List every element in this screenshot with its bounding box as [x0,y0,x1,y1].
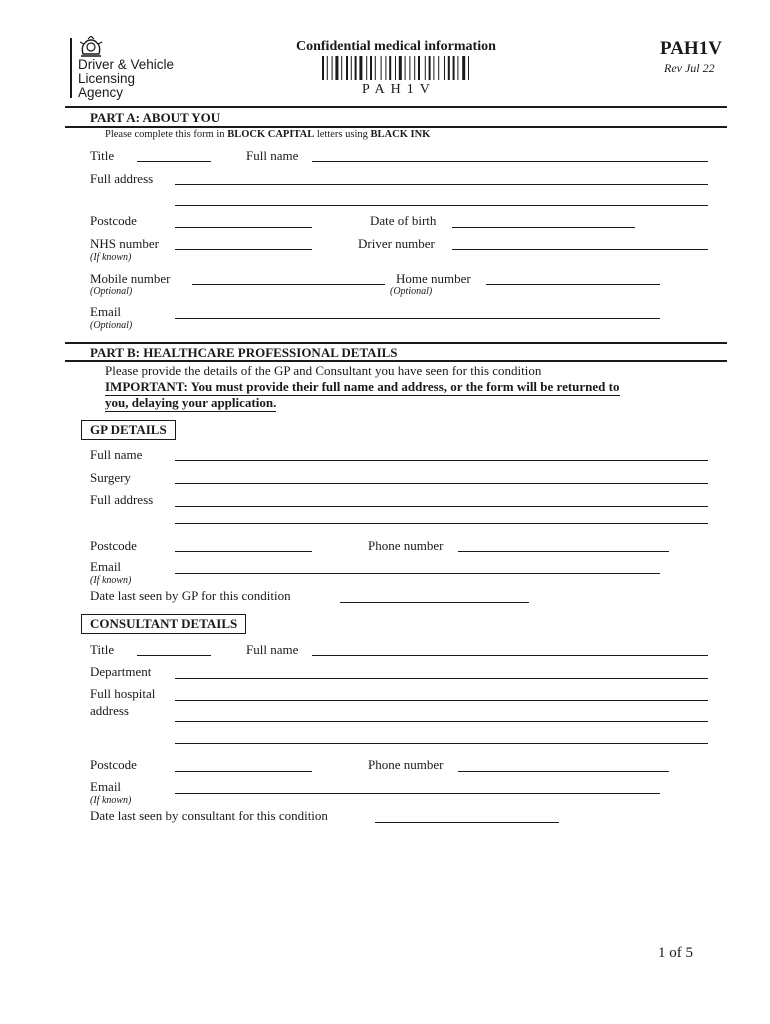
nhs-number-label: NHS number [90,236,159,251]
department-label: Department [90,664,152,679]
full-name-field[interactable] [312,161,708,162]
part-b-rule [65,360,727,362]
logo-divider [70,38,72,98]
confidential-heading: Confidential medical information [296,39,496,54]
gp-postcode-label: Postcode [90,538,137,553]
address-label: address [90,703,129,718]
driver-number-field[interactable] [452,249,708,250]
hospital-address-field-3[interactable] [175,743,708,744]
gp-last-seen-label: Date last seen by GP for this condition [90,588,291,603]
barcode-text: PAH1V [362,82,436,97]
gp-email-field[interactable] [175,573,660,574]
gp-full-name-field[interactable] [175,460,708,461]
full-name-label: Full name [246,148,299,163]
driver-number-label: Driver number [358,236,435,251]
surgery-label: Surgery [90,470,131,485]
gp-full-address-label: Full address [90,492,154,507]
consultant-email-note: (If known) [90,795,132,806]
part-a-rule [65,126,727,128]
gp-address-field-2[interactable] [175,523,708,524]
consultant-details-heading: CONSULTANT DETAILS [81,614,246,634]
revision-date: Rev Jul 22 [664,61,715,75]
agency-name: Driver & Vehicle Licensing Agency [78,57,175,100]
postcode-label: Postcode [90,213,137,228]
important-notice-1: IMPORTANT: You must provide their full name and address, or the form will be returned to [105,379,620,394]
gp-address-field-1[interactable] [175,506,708,507]
surgery-field[interactable] [175,483,708,484]
home-number-label: Home number [396,271,471,286]
consultant-postcode-label: Postcode [90,757,137,772]
part-a-instruction: Please complete this form in BLOCK CAPITAL letters using BLACK INK [105,129,431,140]
consultant-title-label: Title [90,642,115,657]
full-address-field-2[interactable] [175,205,708,206]
nhs-note: (If known) [90,252,132,263]
postcode-field[interactable] [175,227,312,228]
mobile-note: (Optional) [90,286,133,297]
gp-phone-field[interactable] [458,551,669,552]
title-label: Title [90,148,115,163]
hospital-address-field-2[interactable] [175,721,708,722]
email-field[interactable] [175,318,660,319]
part-b-intro: Please provide the details of the GP and Consultant you have seen for this condition [105,363,542,378]
consultant-full-name-label: Full name [246,642,299,657]
full-hospital-label: Full hospital [90,686,156,701]
mobile-field[interactable] [192,284,385,285]
full-address-field-1[interactable] [175,184,708,185]
email-note: (Optional) [90,320,133,331]
gp-email-label: Email [90,559,122,574]
dob-label: Date of birth [370,213,437,228]
dob-field[interactable] [452,227,635,228]
consultant-email-field[interactable] [175,793,660,794]
nhs-number-field[interactable] [175,249,312,250]
consultant-postcode-field[interactable] [175,771,312,772]
barcode [322,56,492,80]
gp-details-heading: GP DETAILS [81,420,176,440]
department-field[interactable] [175,678,708,679]
consultant-phone-label: Phone number [368,757,444,772]
gp-phone-label: Phone number [368,538,444,553]
hospital-address-field-1[interactable] [175,700,708,701]
home-note: (Optional) [390,286,433,297]
royal-crest-icon [78,36,104,58]
consultant-last-seen-label: Date last seen by consultant for this condition [90,808,328,823]
email-label: Email [90,304,122,319]
title-field[interactable] [137,161,211,162]
consultant-full-name-field[interactable] [312,655,708,656]
consultant-title-field[interactable] [137,655,211,656]
part-a-heading: PART A: ABOUT YOU [90,110,221,125]
part-b-heading: PART B: HEALTHCARE PROFESSIONAL DETAILS [90,345,398,360]
gp-postcode-field[interactable] [175,551,312,552]
mobile-label: Mobile number [90,271,171,286]
gp-email-note: (If known) [90,575,132,586]
consultant-email-label: Email [90,779,122,794]
form-code: PAH1V [660,38,722,59]
part-b-top-rule [65,342,727,344]
consultant-phone-field[interactable] [458,771,669,772]
gp-last-seen-field[interactable] [340,602,529,603]
gp-full-name-label: Full name [90,447,143,462]
home-number-field[interactable] [486,284,660,285]
full-address-label: Full address [90,171,154,186]
page-number: 1 of 5 [658,945,693,961]
important-notice-2: you, delaying your application. [105,395,277,410]
consultant-last-seen-field[interactable] [375,822,559,823]
header-rule [65,106,727,108]
